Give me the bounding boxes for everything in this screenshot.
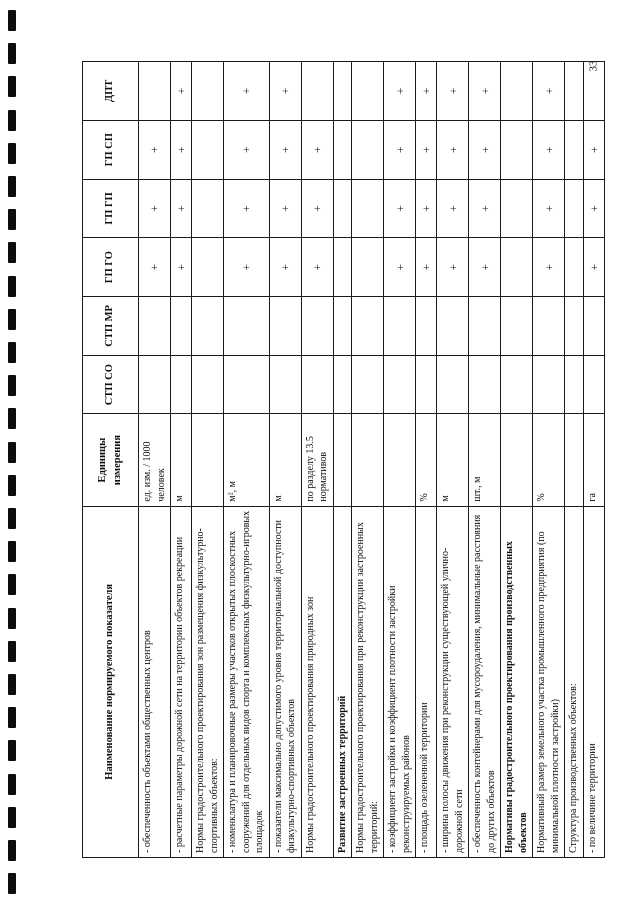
row-mark xyxy=(171,297,192,356)
row-unit: м², м xyxy=(224,414,270,506)
table-row xyxy=(333,62,352,858)
row-mark xyxy=(416,355,437,414)
row-mark: + xyxy=(171,179,192,238)
header-gp-go: ГП ГО xyxy=(83,238,139,297)
row-name: Структура производственных объектов: xyxy=(565,506,584,857)
row-mark xyxy=(301,297,333,356)
row-mark: + xyxy=(533,120,565,179)
row-mark xyxy=(171,355,192,414)
row-mark xyxy=(501,120,533,179)
row-name: - коэффициент застройки и коэффициент плотности застройки реконструируемых районов xyxy=(384,506,416,857)
row-mark: + xyxy=(139,120,171,179)
row-mark xyxy=(384,297,416,356)
row-name: - обеспеченность объектами общественных центров xyxy=(139,506,171,857)
binding-hole xyxy=(8,242,16,263)
row-mark xyxy=(352,297,384,356)
row-mark xyxy=(269,297,301,356)
binding-hole xyxy=(8,807,16,828)
table-row xyxy=(384,62,416,858)
row-mark xyxy=(352,62,384,121)
row-mark xyxy=(333,297,352,356)
row-mark xyxy=(565,62,584,121)
row-unit xyxy=(192,414,224,506)
row-mark xyxy=(583,355,604,414)
row-mark: + xyxy=(384,179,416,238)
row-mark: + xyxy=(171,62,192,121)
row-mark: + xyxy=(139,179,171,238)
binding-hole xyxy=(8,342,16,363)
row-mark xyxy=(333,355,352,414)
row-mark: + xyxy=(416,179,437,238)
table-row xyxy=(139,62,171,858)
row-mark xyxy=(501,355,533,414)
binding-hole xyxy=(8,309,16,330)
row-mark: + xyxy=(224,62,270,121)
header-stp-mr: СТП МР xyxy=(83,297,139,356)
row-mark xyxy=(384,355,416,414)
table-row xyxy=(501,62,533,858)
binding-hole xyxy=(8,209,16,230)
header-dpt: ДПТ xyxy=(83,62,139,121)
row-mark: + xyxy=(437,179,469,238)
row-name: - показатели максимально допустимого уровня территориальной доступности физкультурно-спортивных объектов xyxy=(269,506,301,857)
row-mark xyxy=(583,297,604,356)
row-name: - обеспеченность контейнерами для мусороудаления, минимальные расстояния до других объектов xyxy=(469,506,501,857)
row-mark: + xyxy=(583,120,604,179)
binding-hole xyxy=(8,176,16,197)
row-mark xyxy=(437,355,469,414)
row-mark xyxy=(565,120,584,179)
binding-hole xyxy=(8,76,16,97)
row-name: Нормативный размер земельного участка промышленного предприятия (по минимальной плотности застройки) xyxy=(533,506,565,857)
row-unit xyxy=(333,414,352,506)
row-mark: + xyxy=(269,62,301,121)
row-mark: + xyxy=(469,120,501,179)
row-name: - номенклатура и планировочные размеры участков открытых плоскостных сооружений для отдельных видов спорта и комплексных физкультурно-игровых площадок xyxy=(224,506,270,857)
row-mark: + xyxy=(384,62,416,121)
row-mark xyxy=(416,297,437,356)
table-row xyxy=(565,62,584,858)
table-row xyxy=(416,62,437,858)
row-mark xyxy=(139,297,171,356)
binding-hole xyxy=(8,574,16,595)
binding-hole xyxy=(8,873,16,894)
row-mark: + xyxy=(224,179,270,238)
row-mark xyxy=(469,297,501,356)
row-mark: + xyxy=(533,62,565,121)
row-mark: + xyxy=(384,238,416,297)
row-mark: + xyxy=(583,238,604,297)
table-row xyxy=(469,62,501,858)
binding-hole xyxy=(8,541,16,562)
row-unit: шт., м xyxy=(469,414,501,506)
row-mark: + xyxy=(437,238,469,297)
row-mark xyxy=(139,355,171,414)
row-unit: % xyxy=(533,414,565,506)
binding-hole xyxy=(8,608,16,629)
row-unit: га xyxy=(583,414,604,506)
row-mark xyxy=(565,179,584,238)
row-mark xyxy=(501,179,533,238)
row-mark xyxy=(501,62,533,121)
row-mark xyxy=(192,238,224,297)
row-mark: + xyxy=(583,179,604,238)
row-unit: м xyxy=(269,414,301,506)
header-unit: Единицы измерения xyxy=(83,414,139,506)
row-mark: + xyxy=(416,238,437,297)
binding-hole xyxy=(8,276,16,297)
row-unit xyxy=(352,414,384,506)
row-unit: по разделу 13.5 нормативов xyxy=(301,414,333,506)
row-mark xyxy=(583,62,604,121)
header-gp-sp: ГП СП xyxy=(83,120,139,179)
row-name: Нормы градостроительного проектирования при реконструкции застроенных территорий: xyxy=(352,506,384,857)
binding-hole xyxy=(8,10,16,31)
row-mark: + xyxy=(171,120,192,179)
row-name: Нормы градостроительного проектирования зон размещения физкультурно-спортивных объектов: xyxy=(192,506,224,857)
row-mark xyxy=(192,62,224,121)
table-row xyxy=(224,62,270,858)
row-unit: м xyxy=(171,414,192,506)
header-stp-so: СТП СО xyxy=(83,355,139,414)
row-name: - по величине территории xyxy=(583,506,604,857)
binding-hole xyxy=(8,774,16,795)
row-unit: % xyxy=(416,414,437,506)
row-mark xyxy=(224,355,270,414)
table-header-row xyxy=(83,62,139,858)
binding-hole xyxy=(8,707,16,728)
row-mark xyxy=(333,238,352,297)
binding-hole xyxy=(8,375,16,396)
row-mark xyxy=(301,62,333,121)
row-mark: + xyxy=(301,179,333,238)
binding-hole xyxy=(8,641,16,662)
row-mark xyxy=(333,179,352,238)
row-name: - ширина полосы движения при реконструкции существующей улично-дорожной сети xyxy=(437,506,469,857)
row-mark: + xyxy=(416,62,437,121)
row-name: Нормативы градостроительного проектирования производственных объектов xyxy=(501,506,533,857)
row-mark xyxy=(352,179,384,238)
row-mark: + xyxy=(301,238,333,297)
row-mark xyxy=(565,355,584,414)
header-name: Наименование нормируемого показателя xyxy=(83,506,139,857)
row-mark: + xyxy=(224,120,270,179)
binding-hole xyxy=(8,408,16,429)
row-mark: + xyxy=(533,238,565,297)
row-unit xyxy=(501,414,533,506)
binding-holes xyxy=(8,0,18,905)
row-mark: + xyxy=(469,179,501,238)
row-mark: + xyxy=(384,120,416,179)
row-mark xyxy=(533,355,565,414)
binding-hole xyxy=(8,475,16,496)
row-mark: + xyxy=(416,120,437,179)
binding-hole xyxy=(8,508,16,529)
table-row xyxy=(301,62,333,858)
row-mark: + xyxy=(437,62,469,121)
norms-table xyxy=(82,61,605,858)
row-mark xyxy=(192,179,224,238)
binding-hole xyxy=(8,840,16,861)
row-mark: + xyxy=(269,238,301,297)
row-mark xyxy=(565,238,584,297)
row-mark: + xyxy=(269,120,301,179)
binding-hole xyxy=(8,110,16,131)
row-mark xyxy=(501,238,533,297)
binding-hole xyxy=(8,442,16,463)
row-mark xyxy=(139,62,171,121)
row-mark xyxy=(352,238,384,297)
row-unit: ед. изм. / 1000 человек xyxy=(139,414,171,506)
binding-hole xyxy=(8,740,16,761)
table-row xyxy=(269,62,301,858)
header-gp-gp: ГП ГП xyxy=(83,179,139,238)
row-mark xyxy=(333,120,352,179)
row-unit xyxy=(384,414,416,506)
row-mark: + xyxy=(533,179,565,238)
row-mark: + xyxy=(224,238,270,297)
row-mark: + xyxy=(469,62,501,121)
row-mark xyxy=(192,355,224,414)
row-name: Нормы градостроительного проектирования природных зон xyxy=(301,506,333,857)
table-row xyxy=(533,62,565,858)
table-row xyxy=(171,62,192,858)
row-unit xyxy=(565,414,584,506)
row-mark: + xyxy=(469,238,501,297)
binding-hole xyxy=(8,674,16,695)
page-number: 33 xyxy=(587,60,600,72)
binding-hole xyxy=(8,43,16,64)
row-mark xyxy=(437,297,469,356)
row-mark: + xyxy=(171,238,192,297)
table-row xyxy=(352,62,384,858)
row-mark xyxy=(224,297,270,356)
row-mark xyxy=(269,355,301,414)
row-mark xyxy=(533,297,565,356)
row-name: - расчетные параметры дорожной сети на территории объектов рекреации xyxy=(171,506,192,857)
row-mark xyxy=(192,120,224,179)
row-mark: + xyxy=(437,120,469,179)
row-mark xyxy=(333,62,352,121)
row-unit: м xyxy=(437,414,469,506)
row-name: Развитие застроенных территорий xyxy=(333,506,352,857)
row-mark: + xyxy=(301,120,333,179)
row-mark xyxy=(352,355,384,414)
row-mark xyxy=(565,297,584,356)
row-mark xyxy=(301,355,333,414)
row-mark: + xyxy=(269,179,301,238)
table-row xyxy=(583,62,604,858)
table-row xyxy=(437,62,469,858)
row-name: - площадь озелененной территории xyxy=(416,506,437,857)
row-mark: + xyxy=(139,238,171,297)
table-row xyxy=(192,62,224,858)
row-mark xyxy=(192,297,224,356)
row-mark xyxy=(469,355,501,414)
row-mark xyxy=(501,297,533,356)
row-mark xyxy=(352,120,384,179)
binding-hole xyxy=(8,143,16,164)
